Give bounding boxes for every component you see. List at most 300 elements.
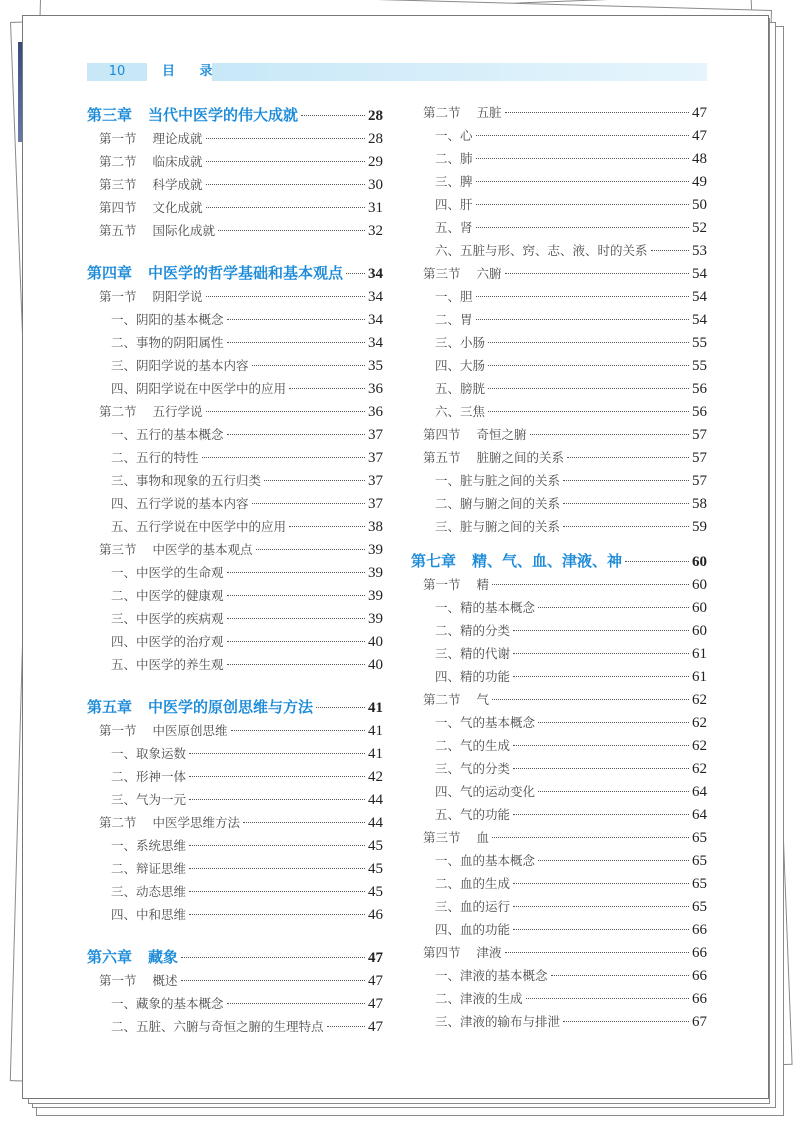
toc-item[interactable] [87, 494, 383, 517]
toc-item[interactable] [411, 989, 707, 1012]
toc-page-number: 39 [368, 611, 383, 627]
dot-leader [189, 753, 365, 754]
dot-leader [231, 730, 365, 731]
toc-title: 奇恒之腑 [476, 427, 527, 442]
dot-leader [513, 630, 689, 631]
dot-leader [530, 434, 689, 435]
toc-page-number: 55 [692, 358, 707, 374]
toc-number: 第三章 [87, 106, 133, 124]
toc-title: 一、心 [435, 128, 473, 143]
toc-page-number: 61 [692, 669, 707, 685]
toc-title: 二、气的生成 [435, 738, 511, 753]
toc-label [87, 104, 298, 125]
toc-item[interactable] [411, 644, 707, 667]
toc-title: 二、血的生成 [435, 876, 511, 891]
dot-leader [476, 135, 689, 136]
toc-title: 四、阴阳学说在中医学中的应用 [111, 381, 287, 396]
toc-item[interactable] [87, 471, 383, 494]
dot-leader [206, 138, 365, 139]
toc-item[interactable] [87, 1017, 383, 1040]
toc-page-number: 39 [368, 542, 383, 558]
dot-leader [513, 883, 689, 884]
toc-title: 五、中医学的养生观 [111, 657, 224, 672]
toc-label [423, 690, 489, 708]
dot-leader [206, 296, 365, 297]
toc-section[interactable] [87, 152, 383, 175]
toc-label [111, 563, 224, 581]
toc-item[interactable] [411, 126, 707, 149]
toc-item[interactable] [87, 448, 383, 471]
toc-page-number: 62 [692, 738, 707, 754]
toc-label [99, 152, 203, 170]
toc-section[interactable] [87, 198, 383, 221]
toc-page-number: 34 [368, 335, 383, 351]
toc-item[interactable] [87, 655, 383, 678]
toc-label [111, 882, 186, 900]
toc-title: 二、中医学的健康观 [111, 588, 224, 603]
toc-page [22, 15, 769, 1099]
page-title: 目 录 [162, 64, 223, 79]
toc-item[interactable] [87, 310, 383, 333]
toc-page-number: 65 [692, 899, 707, 915]
toc-page-number: 39 [368, 588, 383, 604]
toc-page-number: 67 [692, 1014, 707, 1030]
toc-section[interactable] [87, 129, 383, 152]
toc-number: 第五章 [87, 698, 133, 716]
toc-title: 一、血的基本概念 [435, 853, 536, 868]
toc-item[interactable] [411, 782, 707, 805]
toc-page-number: 41 [368, 723, 383, 739]
dot-leader [476, 296, 689, 297]
toc-page-number: 47 [692, 128, 707, 144]
dot-leader [563, 480, 689, 481]
toc-label [111, 836, 186, 854]
toc-title: 阴阳学说 [152, 289, 203, 304]
dot-leader [289, 526, 365, 527]
toc-label [423, 425, 527, 443]
toc-item[interactable] [87, 994, 383, 1017]
toc-item[interactable] [411, 805, 707, 828]
toc-page-number: 58 [692, 496, 707, 512]
toc-title: 六、三焦 [435, 404, 486, 419]
toc-number: 第三节 [423, 266, 461, 281]
dot-leader [227, 434, 365, 435]
toc-page-number: 64 [692, 807, 707, 823]
toc-section[interactable] [87, 540, 383, 563]
toc-title: 津液 [476, 945, 502, 960]
dot-leader [227, 641, 365, 642]
toc-page-number: 30 [368, 177, 383, 193]
toc-label [99, 540, 253, 558]
toc-item[interactable] [411, 402, 707, 425]
toc-page-number: 47 [368, 950, 383, 966]
toc-label [99, 402, 203, 420]
toc-section[interactable] [87, 813, 383, 836]
toc-title: 藏象 [148, 948, 179, 966]
toc-page-number: 45 [368, 838, 383, 854]
toc-page-number: 28 [368, 108, 383, 124]
toc-page-number: 40 [368, 634, 383, 650]
toc-label [111, 994, 224, 1012]
toc-page-number: 56 [692, 404, 707, 420]
dot-leader [206, 411, 365, 412]
dot-leader [327, 1026, 365, 1027]
toc-page-number: 57 [692, 450, 707, 466]
toc-page-number: 42 [368, 769, 383, 785]
toc-section[interactable] [411, 943, 707, 966]
toc-item[interactable] [411, 218, 707, 241]
toc-title: 三、事物和现象的五行归类 [111, 473, 262, 488]
toc-section[interactable] [87, 221, 383, 244]
toc-title: 四、气的运动变化 [435, 784, 536, 799]
toc-page-number: 65 [692, 830, 707, 846]
toc-chapter[interactable] [87, 946, 383, 971]
toc-title: 二、腑与腑之间的关系 [435, 496, 561, 511]
toc-page-number: 54 [692, 312, 707, 328]
toc-section[interactable] [411, 828, 707, 851]
toc-title: 中医学思维方法 [152, 815, 241, 830]
toc-page-number: 37 [368, 427, 383, 443]
toc-label [111, 586, 224, 604]
toc-page-number: 37 [368, 473, 383, 489]
toc-section[interactable] [411, 448, 707, 471]
toc-label [435, 644, 510, 662]
toc-item[interactable] [411, 149, 707, 172]
dot-leader [227, 572, 365, 573]
toc-number: 第二节 [99, 815, 137, 830]
toc-label [435, 287, 473, 305]
toc-page-number: 56 [692, 381, 707, 397]
toc-label [435, 759, 510, 777]
toc-title: 四、大肠 [435, 358, 486, 373]
toc-label [435, 356, 485, 374]
toc-label [435, 126, 473, 144]
toc-page-number: 35 [368, 358, 383, 374]
toc-item[interactable] [87, 882, 383, 905]
dot-leader [513, 768, 689, 769]
toc-page-number: 60 [692, 554, 707, 570]
toc-page-number: 66 [692, 945, 707, 961]
toc-title: 中医学的基本观点 [152, 542, 253, 557]
toc-item[interactable] [411, 736, 707, 759]
toc-number: 第一节 [99, 131, 137, 146]
dot-leader [227, 319, 365, 320]
toc-page-number: 49 [692, 174, 707, 190]
toc-title: 三、脾 [435, 174, 473, 189]
dot-leader [346, 273, 365, 274]
toc-label [435, 149, 473, 167]
toc-page-number: 54 [692, 266, 707, 282]
dot-leader [625, 561, 689, 562]
toc-section[interactable] [87, 402, 383, 425]
toc-title: 四、血的功能 [435, 922, 511, 937]
toc-chapter[interactable] [87, 262, 383, 287]
toc-label [99, 287, 203, 305]
toc-label [87, 946, 178, 967]
toc-number: 第二节 [99, 404, 137, 419]
toc-page-number: 60 [692, 600, 707, 616]
dot-leader [476, 158, 689, 159]
toc-right-column [411, 103, 707, 1035]
dot-leader [505, 952, 689, 953]
toc-number: 第五节 [99, 223, 137, 238]
toc-number: 第三节 [423, 830, 461, 845]
dot-leader [513, 929, 689, 930]
dot-leader [181, 980, 365, 981]
toc-item[interactable] [87, 836, 383, 859]
toc-page-number: 28 [368, 131, 383, 147]
toc-number: 第一节 [99, 723, 137, 738]
dot-leader [505, 112, 689, 113]
toc-item[interactable] [411, 851, 707, 874]
toc-item[interactable] [411, 920, 707, 943]
dot-leader [189, 891, 365, 892]
toc-title: 精 [476, 577, 490, 592]
toc-item[interactable] [411, 172, 707, 195]
toc-page-number: 47 [368, 1019, 383, 1035]
toc-item[interactable] [411, 310, 707, 333]
toc-label [99, 971, 178, 989]
toc-item[interactable] [87, 859, 383, 882]
toc-item[interactable] [411, 1012, 707, 1035]
toc-label [435, 1012, 560, 1030]
toc-label [111, 517, 286, 535]
toc-number: 第三节 [99, 177, 137, 192]
dot-leader [227, 1003, 365, 1004]
toc-item[interactable] [87, 563, 383, 586]
toc-label [111, 425, 224, 443]
toc-title: 四、肝 [435, 197, 473, 212]
toc-number: 第四章 [87, 264, 133, 282]
toc-chapter[interactable] [87, 696, 383, 721]
toc-item[interactable] [411, 713, 707, 736]
toc-label [99, 721, 228, 739]
toc-number: 第一节 [99, 289, 137, 304]
toc-title: 一、胆 [435, 289, 473, 304]
toc-item[interactable] [411, 471, 707, 494]
dot-leader [492, 699, 689, 700]
dot-leader [538, 860, 689, 861]
toc-page-number: 65 [692, 853, 707, 869]
toc-item[interactable] [411, 195, 707, 218]
toc-title: 一、气的基本概念 [435, 715, 536, 730]
dot-leader [206, 161, 365, 162]
dot-leader [227, 618, 365, 619]
toc-title: 四、精的功能 [435, 669, 511, 684]
dot-leader [488, 342, 689, 343]
dot-leader [651, 250, 689, 251]
dot-leader [563, 526, 689, 527]
toc-section[interactable] [411, 575, 707, 598]
toc-label [111, 471, 261, 489]
toc-title: 四、中医学的治疗观 [111, 634, 224, 649]
toc-item[interactable] [87, 333, 383, 356]
toc-page-number: 66 [692, 968, 707, 984]
toc-page-number: 66 [692, 922, 707, 938]
toc-item[interactable] [411, 494, 707, 517]
toc-item[interactable] [87, 767, 383, 790]
toc-item[interactable] [411, 287, 707, 310]
toc-title: 理论成就 [152, 131, 203, 146]
toc-label [435, 310, 473, 328]
toc-section[interactable] [87, 721, 383, 744]
toc-item[interactable] [411, 897, 707, 920]
toc-page-number: 50 [692, 197, 707, 213]
toc-page-number: 44 [368, 792, 383, 808]
toc-title: 二、辩证思维 [111, 861, 187, 876]
toc-number: 第二节 [423, 692, 461, 707]
toc-label [111, 356, 249, 374]
toc-item[interactable] [87, 609, 383, 632]
toc-page-number: 47 [692, 105, 707, 121]
toc-chapter[interactable] [87, 104, 383, 129]
toc-page-number: 66 [692, 991, 707, 1007]
toc-title: 中医学的哲学基础和基本观点 [148, 264, 344, 282]
toc-title: 五、气的功能 [435, 807, 511, 822]
toc-page-number: 39 [368, 565, 383, 581]
toc-label [435, 598, 535, 616]
toc-title: 概述 [152, 973, 178, 988]
toc-page-number: 34 [368, 289, 383, 305]
toc-page-number: 55 [692, 335, 707, 351]
toc-page-number: 46 [368, 907, 383, 923]
toc-item[interactable] [411, 333, 707, 356]
toc-page-number: 62 [692, 715, 707, 731]
toc-number: 第四节 [99, 200, 137, 215]
toc-item[interactable] [87, 744, 383, 767]
dot-leader [202, 457, 365, 458]
toc-label [111, 609, 224, 627]
dot-leader [476, 319, 689, 320]
toc-section[interactable] [411, 690, 707, 713]
toc-page-number: 36 [368, 404, 383, 420]
toc-page-number: 38 [368, 519, 383, 535]
toc-page-number: 45 [368, 884, 383, 900]
toc-page-number: 60 [692, 623, 707, 639]
toc-label [435, 782, 535, 800]
toc-title: 文化成就 [152, 200, 203, 215]
dot-leader [476, 181, 689, 182]
dot-leader [513, 676, 689, 677]
toc-item[interactable] [411, 667, 707, 690]
toc-label [111, 379, 286, 397]
toc-label [111, 655, 224, 673]
toc-page-number: 57 [692, 473, 707, 489]
toc-item[interactable] [411, 621, 707, 644]
dot-leader [538, 607, 689, 608]
toc-label [435, 667, 510, 685]
toc-title: 三、气为一元 [111, 792, 187, 807]
toc-item[interactable] [87, 356, 383, 379]
toc-section[interactable] [87, 971, 383, 994]
toc-page-number: 61 [692, 646, 707, 662]
toc-chapter[interactable] [411, 550, 707, 575]
toc-label [435, 494, 560, 512]
toc-label [435, 713, 535, 731]
toc-page-number: 60 [692, 577, 707, 593]
dot-leader [513, 906, 689, 907]
toc-page-number: 36 [368, 381, 383, 397]
toc-page-number: 44 [368, 815, 383, 831]
toc-label [435, 621, 510, 639]
toc-item[interactable] [87, 379, 383, 402]
dot-leader [218, 230, 365, 231]
dot-leader [301, 115, 365, 116]
dot-leader [538, 722, 689, 723]
toc-page-number: 52 [692, 220, 707, 236]
dot-leader [227, 595, 365, 596]
toc-section[interactable] [411, 264, 707, 287]
toc-title: 四、中和思维 [111, 907, 187, 922]
toc-label [111, 790, 186, 808]
toc-section[interactable] [411, 425, 707, 448]
toc-title: 当代中医学的伟大成就 [148, 106, 299, 124]
toc-title: 精、气、血、津液、神 [472, 552, 623, 570]
toc-page-number: 32 [368, 223, 383, 239]
dot-leader [189, 776, 365, 777]
toc-item[interactable] [411, 241, 707, 264]
toc-page-number: 59 [692, 519, 707, 535]
toc-label [87, 262, 343, 283]
toc-item[interactable] [411, 874, 707, 897]
toc-title: 二、津液的生成 [435, 991, 523, 1006]
toc-title: 二、事物的阴阳属性 [111, 335, 224, 350]
toc-label [435, 989, 523, 1007]
toc-title: 中医学的原创思维与方法 [148, 698, 314, 716]
toc-title: 三、小肠 [435, 335, 486, 350]
toc-section[interactable] [87, 287, 383, 310]
toc-title: 三、中医学的疾病观 [111, 611, 224, 626]
toc-label [435, 333, 485, 351]
toc-page-number: 54 [692, 289, 707, 305]
toc-section[interactable] [87, 175, 383, 198]
page-header [87, 63, 707, 81]
toc-item[interactable] [87, 905, 383, 928]
toc-item[interactable] [411, 379, 707, 402]
dot-leader [256, 549, 365, 550]
dot-leader [189, 868, 365, 869]
toc-title: 四、五行学说的基本内容 [111, 496, 249, 511]
toc-title: 脏腑之间的关系 [476, 450, 565, 465]
toc-title: 三、脏与腑之间的关系 [435, 519, 561, 534]
toc-label [111, 632, 224, 650]
toc-number: 第六章 [87, 948, 133, 966]
toc-item[interactable] [87, 517, 383, 540]
toc-item[interactable] [411, 966, 707, 989]
toc-item[interactable] [87, 586, 383, 609]
toc-section[interactable] [411, 103, 707, 126]
toc-item[interactable] [411, 759, 707, 782]
toc-item[interactable] [87, 632, 383, 655]
toc-title: 一、五行的基本概念 [111, 427, 224, 442]
toc-title: 一、藏象的基本概念 [111, 996, 224, 1011]
toc-title: 五行学说 [152, 404, 203, 419]
toc-item[interactable] [411, 517, 707, 540]
toc-label [435, 966, 548, 984]
toc-title: 一、中医学的生命观 [111, 565, 224, 580]
toc-item[interactable] [411, 356, 707, 379]
toc-item[interactable] [411, 598, 707, 621]
dot-leader [563, 503, 689, 504]
toc-label [111, 494, 249, 512]
toc-item[interactable] [87, 425, 383, 448]
dot-leader [189, 799, 365, 800]
toc-page-number: 64 [692, 784, 707, 800]
toc-item[interactable] [87, 790, 383, 813]
toc-title: 五、五行学说在中医学中的应用 [111, 519, 287, 534]
toc-title: 一、阴阳的基本概念 [111, 312, 224, 327]
toc-page-number: 62 [692, 692, 707, 708]
